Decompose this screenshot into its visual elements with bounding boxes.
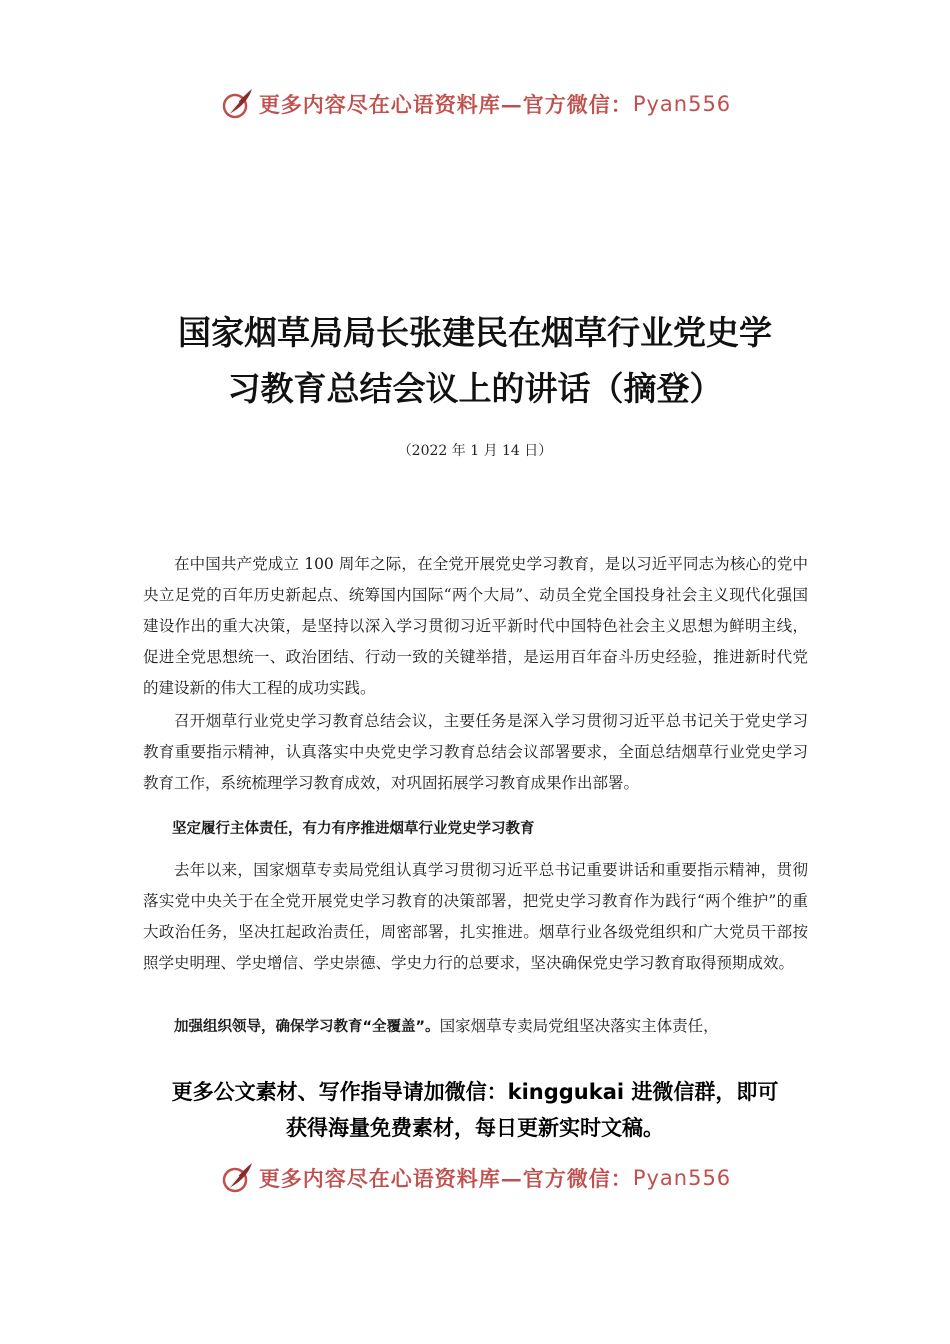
quill-logo-icon — [219, 86, 255, 122]
paragraph-4-text: 国家烟草专卖局党组坚决落实主体责任， — [439, 1017, 719, 1035]
watermark-text: 更多内容尽在心语资料库—官方微信： — [258, 92, 633, 117]
watermark-text: 更多内容尽在心语资料库—官方微信： — [258, 1166, 633, 1191]
title-line-1: 国家烟草局局长张建民在烟草行业党史学 — [178, 313, 772, 352]
promo-banner — [120, 1074, 830, 1146]
document-title — [140, 305, 810, 417]
paragraph-2-text: 召开烟草行业党史学习教育总结会议，主要任务是深入学习贯彻习近平总书记关于党史学习教育重要指示精神，认真落实中央党史学习教育总结会议部署要求，全面总结烟草行业党史学习教育工作，系统梳理学习教育成效，对巩固拓展学习教育成果作出部署。 — [143, 712, 808, 792]
watermark-wechat-id: Pyan556 — [632, 1166, 732, 1190]
paragraph-1 — [143, 549, 808, 704]
document-date: （2022 年 1 月 14 日） — [397, 443, 553, 459]
promo-line-1: 更多公文素材、写作指导请加微信：kinggukai 进微信群，即可 — [171, 1080, 779, 1104]
paragraph-3 — [143, 855, 808, 979]
paragraph-4 — [143, 1011, 808, 1043]
quill-logo-icon — [219, 1160, 255, 1196]
watermark-footer — [0, 1158, 950, 1198]
title-line-2: 习教育总结会议上的讲话（摘登） — [227, 369, 723, 408]
watermark-header — [0, 84, 950, 124]
paragraph-1-text: 在中国共产党成立 100 周年之际，在全党开展党史学习教育，是以习近平同志为核心的党中央立足党的百年历史新起点、统筹国内国际“两个大局”、动员全党全国投身社会主义现代化强国建设作出的重大决策，是坚持以深入学习贯彻习近平新时代中国特色社会主义思想为鲜明主线，促进全党思想统一、政治团结、行动一致的关键举措，是运用百年奋斗历史经验，推进新时代党的建设新的伟大工程的成功实践。 — [143, 555, 808, 697]
paragraph-2 — [143, 706, 808, 799]
paragraph-3-text: 去年以来，国家烟草专卖局党组认真学习贯彻习近平总书记重要讲话和重要指示精神，贯彻落实党中央关于在全党开展党史学习教育的决策部署，把党史学习教育作为践行“两个维护”的重大政治任务，坚决扛起政治责任，周密部署，扎实推进。烟草行业各级党组织和广大党员干部按照学史明理、学史增信、学史崇德、学史力行的总要求，坚决确保党史学习教育取得预期成效。 — [143, 861, 808, 972]
section-heading-1-text: 坚定履行主体责任，有力有序推进烟草行业党史学习教育 — [172, 821, 535, 837]
watermark-wechat-id: Pyan556 — [632, 92, 732, 116]
promo-line-2: 获得海量免费素材，每日更新实时文稿。 — [286, 1116, 664, 1140]
section-heading-1 — [143, 814, 808, 845]
paragraph-4-bold-lead: 加强组织领导，确保学习教育“全覆盖”。 — [174, 1019, 440, 1035]
